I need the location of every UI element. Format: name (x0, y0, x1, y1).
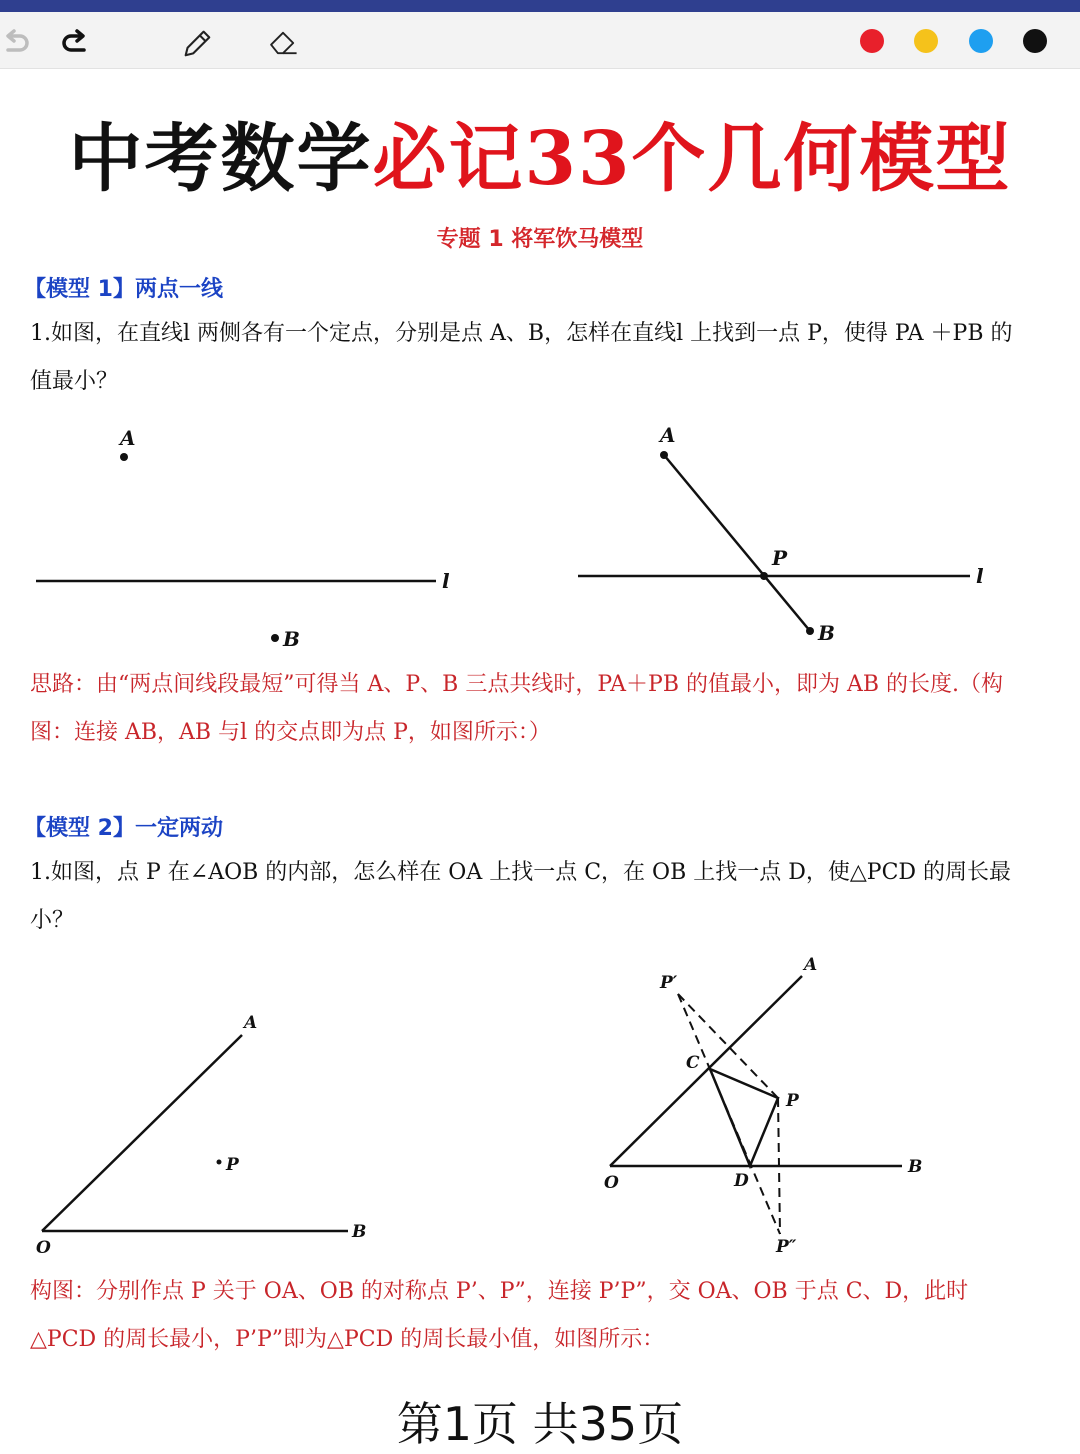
undo-icon[interactable] (0, 26, 34, 60)
segment-pp2-dashed (778, 1098, 780, 1234)
label-d: D (734, 1171, 749, 1191)
model1-question: 1.如图，在直线l 两侧各有一个定点，分别是点 A、B，怎样在直线l 上找到一点 P，使得 PA ＋PB 的值最小？ (30, 321, 1013, 394)
model2-figure-left (30, 1005, 390, 1260)
point-a (120, 453, 128, 461)
model2-heading: 【模型 2】一定两动 (24, 816, 223, 841)
label-b: B (908, 1157, 923, 1177)
title-black-part: 中考数学 (68, 116, 373, 202)
color-blue-swatch[interactable] (969, 29, 993, 53)
label-p: P (786, 1091, 799, 1111)
triangle-pcd (710, 1069, 778, 1166)
label-l: l (976, 564, 984, 588)
label-p: P (772, 546, 788, 570)
label-b: B (352, 1222, 367, 1242)
point-p (217, 1160, 222, 1165)
document-title (0, 100, 1080, 206)
model1-heading: 【模型 1】两点一线 (24, 277, 223, 302)
label-a: A (660, 423, 676, 447)
point-b (271, 634, 279, 642)
segment-ab (664, 455, 810, 631)
annotation-toolbar (0, 12, 1080, 69)
label-p: P (226, 1155, 239, 1175)
model2-construction: 构图：分别作点 P 关于 OA、OB 的对称点 P’、P”，连接 P’P”，交 OA、OB 于点 C、D，此时△PCD 的周长最小，P’P”即为△PCD 的周长最小值，如图所示： (30, 1279, 969, 1352)
model1-figure-right (570, 420, 1010, 660)
point-p (760, 572, 768, 580)
label-b: B (818, 621, 835, 645)
point-b (806, 627, 814, 635)
window-top-bar (0, 0, 1080, 12)
label-l: l (442, 569, 450, 593)
label-o: O (36, 1238, 51, 1258)
color-yellow-swatch[interactable] (914, 29, 938, 53)
section-subtitle: 专题 1 将军饮马模型 (436, 227, 644, 252)
label-b: B (283, 627, 300, 651)
label-p-double-prime: P″ (776, 1237, 797, 1257)
label-c: C (686, 1053, 700, 1073)
redo-icon[interactable] (58, 26, 92, 60)
page-indicator: 第1页 共35页 (396, 1397, 684, 1451)
label-p-prime: P′ (660, 973, 678, 993)
title-red-part: 必记33个几何模型 (372, 116, 1012, 202)
model2-question: 1.如图，点 P 在∠AOB 的内部，怎么样在 OA 上找一点 C，在 OB 上找一点 D，使△PCD 的周长最小？ (30, 860, 1012, 933)
ray-oa (610, 976, 802, 1166)
pencil-icon[interactable] (180, 26, 214, 60)
color-black-swatch[interactable] (1023, 29, 1047, 53)
model2-figure-right (590, 950, 940, 1260)
label-a: A (244, 1013, 258, 1033)
color-red-swatch[interactable] (860, 29, 884, 53)
label-a: A (804, 955, 818, 975)
label-a: A (120, 426, 136, 450)
eraser-icon[interactable] (266, 26, 300, 60)
model1-thinking: 思路：由“两点间线段最短”可得当 A、P、B 三点共线时，PA＋PB 的值最小，即为 AB 的长度.（构图：连接 AB，AB 与l 的交点即为点 P，如图所示：） (30, 672, 1004, 745)
label-o: O (604, 1173, 619, 1193)
model1-figure-left (30, 420, 450, 660)
point-a (660, 451, 668, 459)
ray-oa (42, 1035, 242, 1231)
